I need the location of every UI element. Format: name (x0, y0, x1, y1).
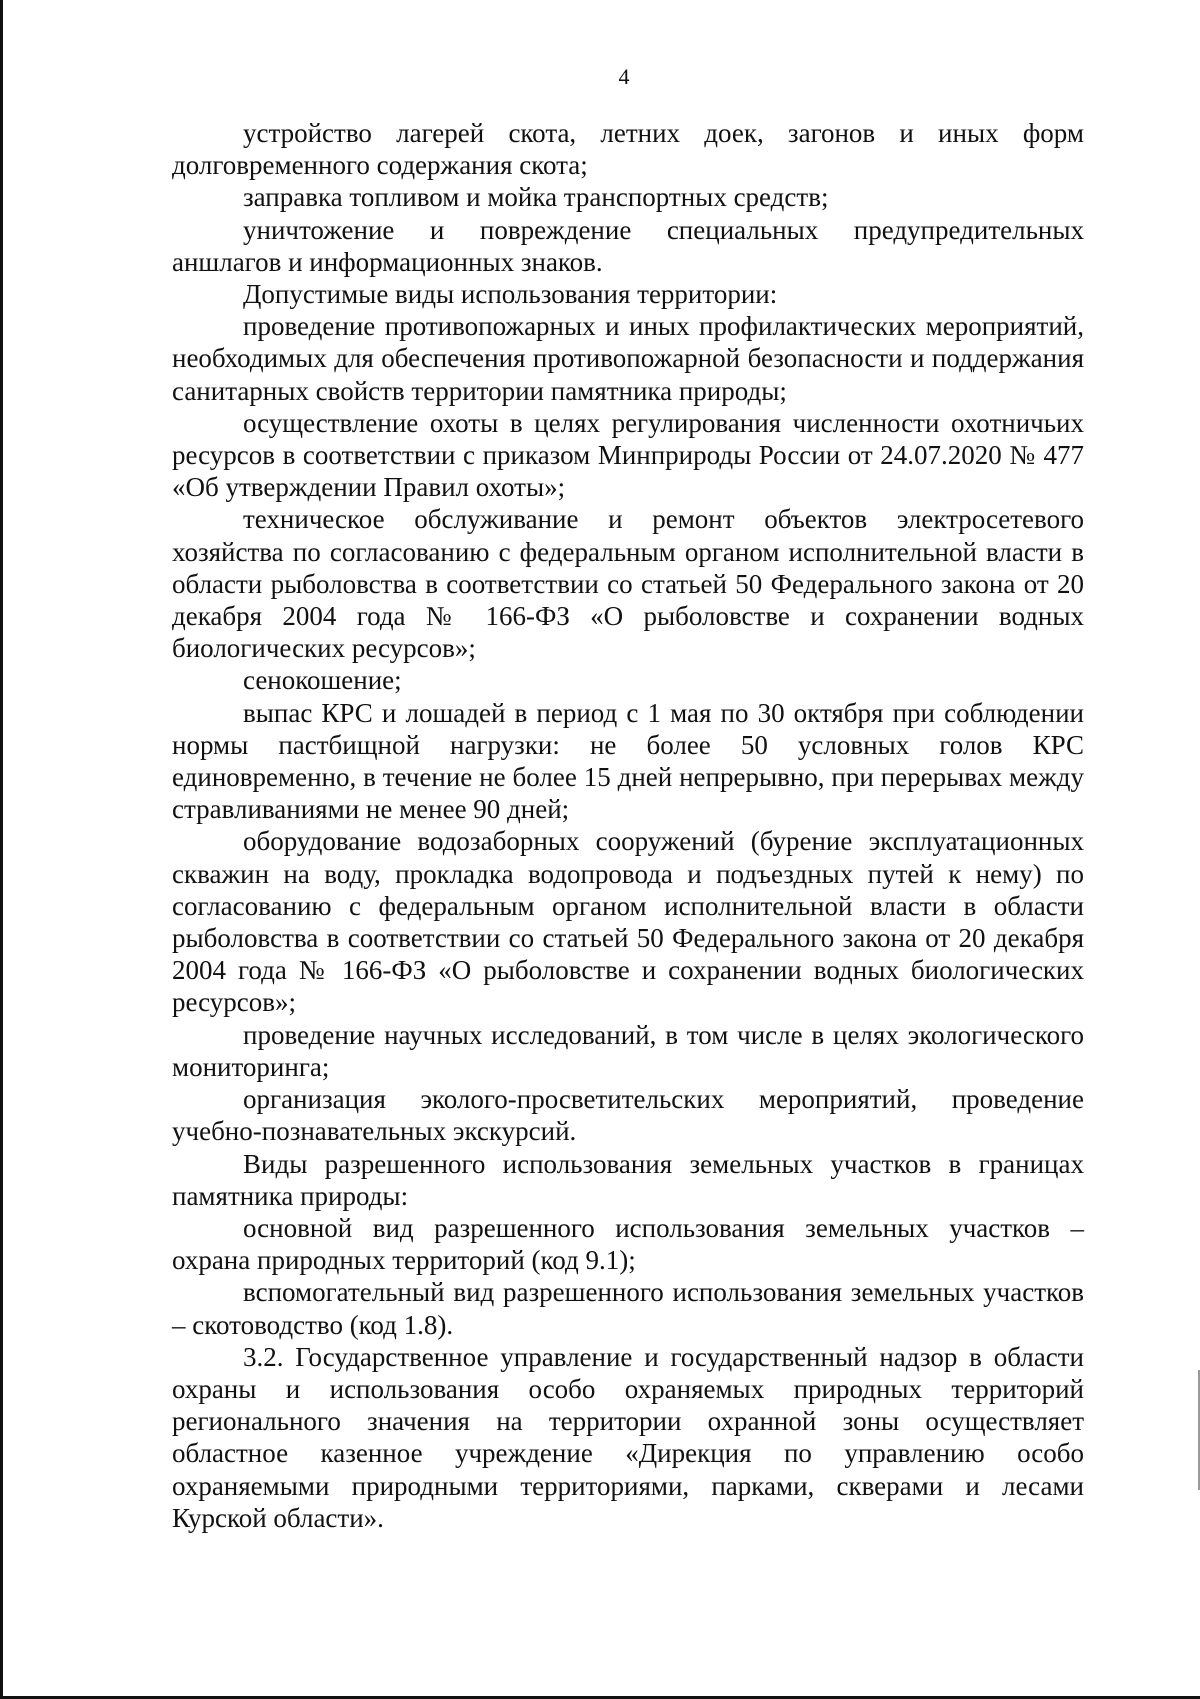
paragraph-fire-prevention: проведение противопожарных и иных профилактических мероприятий, необходимых для обеспечения противопожарной безопасности и поддержания санитарных свойств территории памятника природы; (172, 311, 1084, 406)
paragraph-grazing: выпас КРС и лошадей в период с 1 мая по 30 октября при соблюдении нормы пастбищной нагрузки: не более 50 условных голов КРС единовременно, в течение не более 15 дней непрерывно, при перерывах между стравливаниями не менее 90 дней; (172, 697, 1084, 825)
scan-border-left (0, 0, 3, 1699)
document-body (172, 117, 1084, 1534)
paragraph-cattle-camps: устройство лагерей скота, летних доек, загонов и иных форм долговременного содержания скота; (172, 118, 1084, 181)
paragraph-haymaking: сенокошение; (243, 665, 402, 696)
paragraph-water-intake: оборудование водозаборных сооружений (бурение эксплуатационных скважин на воду, прокладка водопровода и подъездных путей к нему) по согласованию с федеральным органом исполнительной власти в области рыболовства в соответствии со статьей 50 Федерального закона от 20 декабря 2004 года № 166-ФЗ «О рыболовстве и сохранении водных биологических ресурсов»; (172, 826, 1084, 1018)
paragraph-auxiliary-land-use: вспомогательный вид разрешенного использования земельных участков – скотоводство (код 1.8). (172, 1277, 1084, 1340)
paragraph-research: проведение научных исследований, в том числе в целях экологического мониторинга; (172, 1019, 1084, 1082)
paragraph-power-grid: техническое обслуживание и ремонт объектов электросетевого хозяйства по согласованию с федеральным органом исполнительной власти в области рыболовства в соответствии со статьей 50 Федерального закона от 20 декабря 2004 года № 166-ФЗ «О рыболовстве и сохранении водных биологических ресурсов»; (172, 504, 1084, 664)
paragraph-section-3-2: 3.2. Государственное управление и государственный надзор в области охраны и использования особо охраняемых природных территорий регионального значения на территории охранной зоны осуществляет областное казенное учреждение «Дирекция по управлению особо охраняемыми природными территориями, парками, скверами и лесами Курской области». (172, 1341, 1084, 1533)
paragraph-refueling: заправка топливом и мойка транспортных средств; (243, 182, 829, 213)
paragraph-education: организация эколого-просветительских мероприятий, проведение учебно-познавательных экскурсий. (172, 1084, 1084, 1147)
paragraph-signs-damage: уничтожение и повреждение специальных предупредительных аншлагов и информационных знаков. (172, 214, 1084, 277)
paragraph-allowed-uses-heading: Допустимые виды использования территории: (243, 279, 778, 310)
paragraph-hunting: осуществление охоты в целях регулирования численности охотничьих ресурсов в соответствии с приказом Минприроды России от 24.07.2020 № 477 «Об утверждении Правил охоты»; (172, 407, 1084, 503)
paragraph-main-land-use: основной вид разрешенного использования земельных участков – охрана природных территорий (код 9.1); (172, 1212, 1084, 1276)
page-number: 4 (618, 64, 630, 89)
paragraph-land-use-heading: Виды разрешенного использования земельных участков в границах памятника природы: (172, 1148, 1084, 1211)
